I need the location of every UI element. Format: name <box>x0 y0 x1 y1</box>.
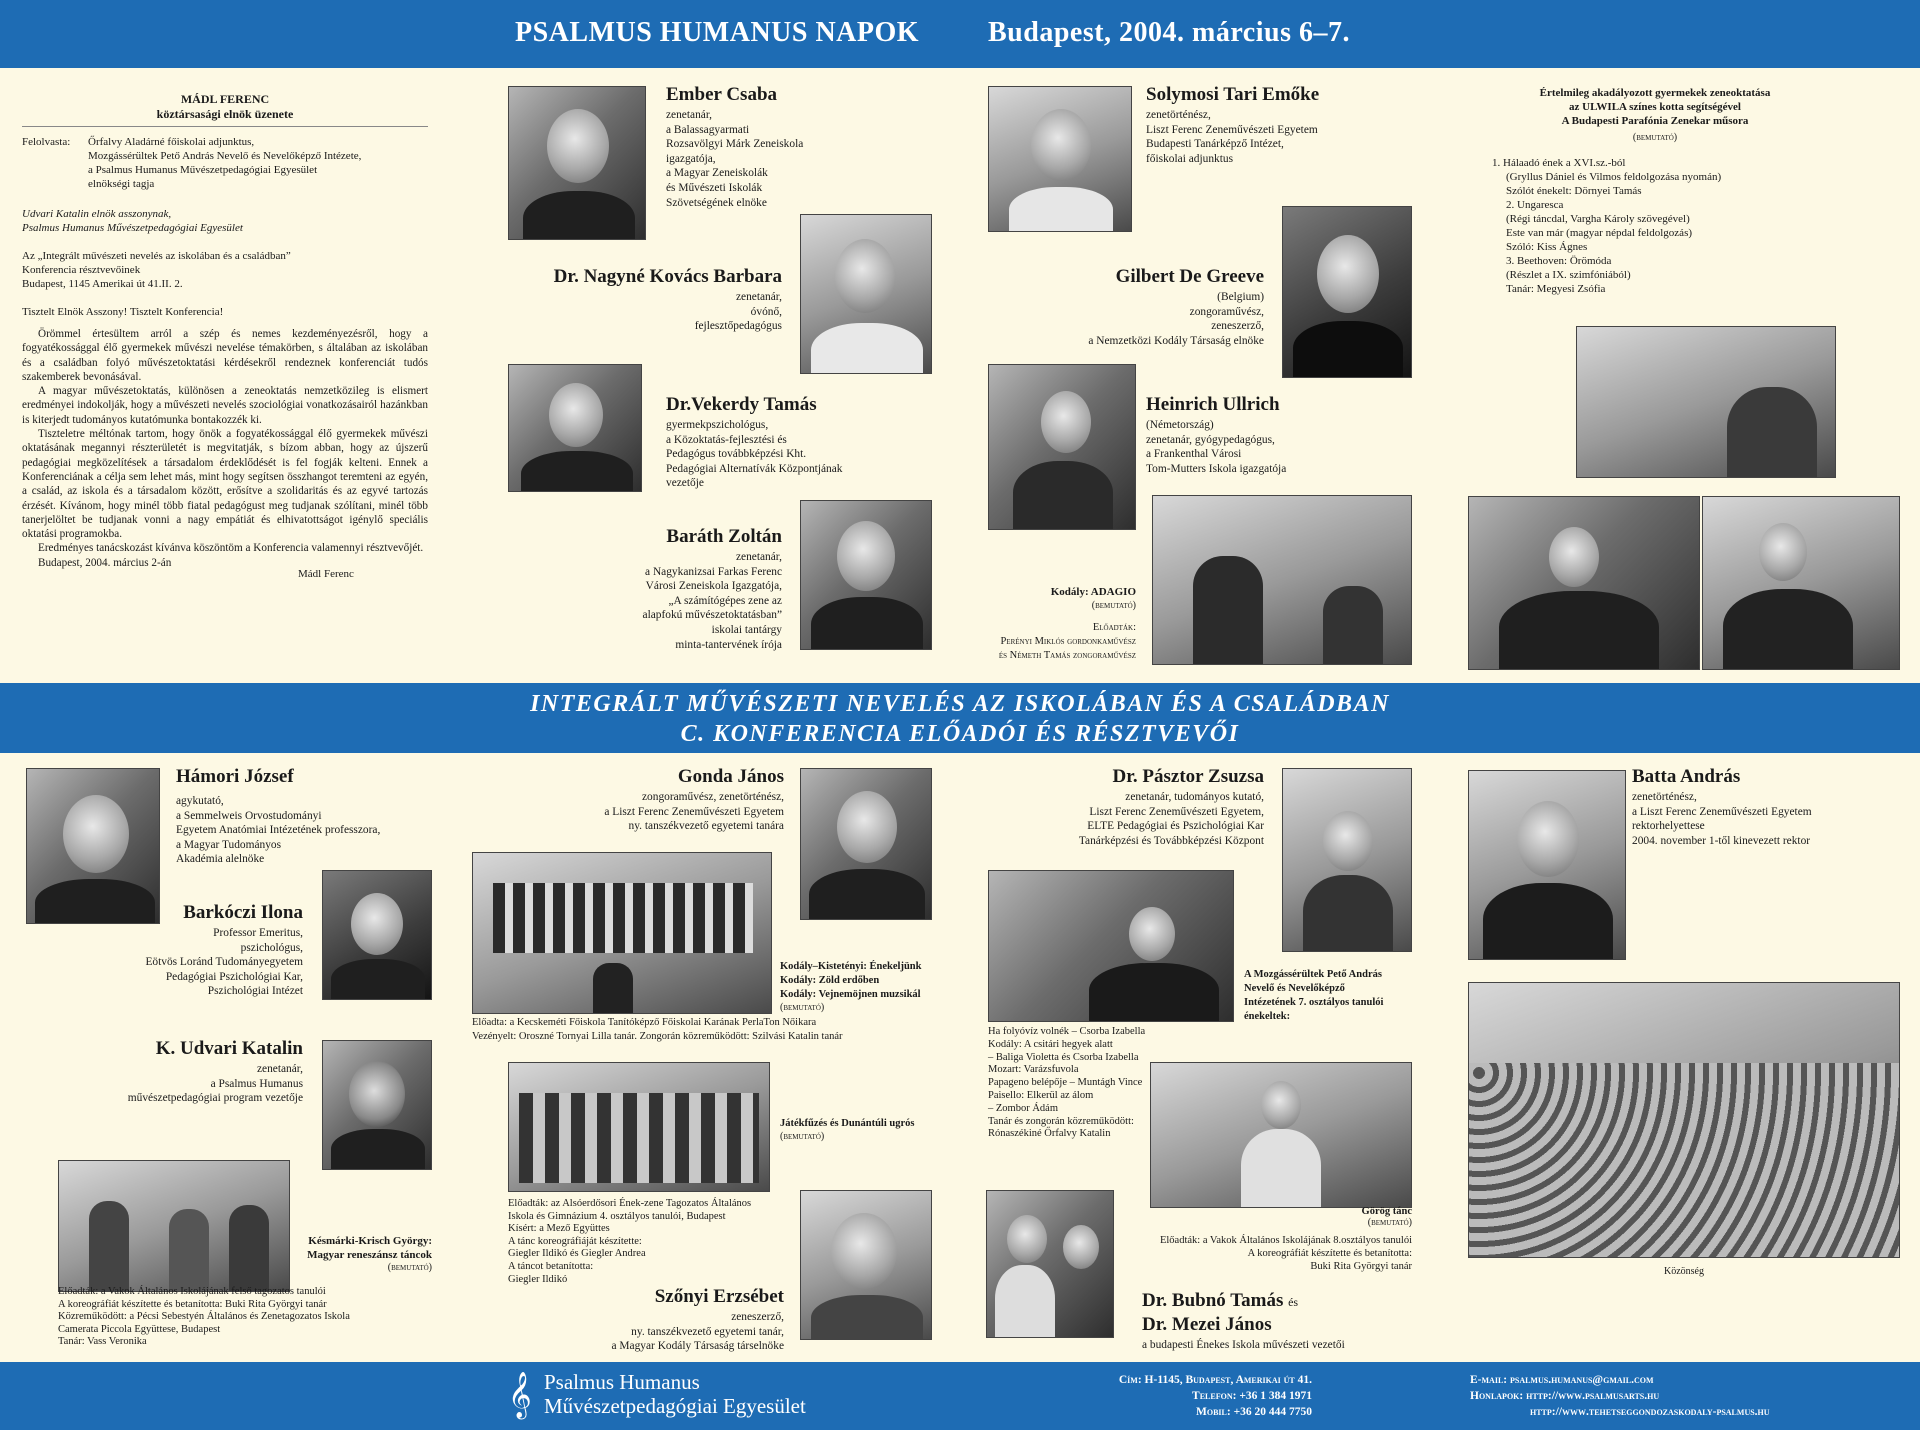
premiere-tag: (bemutató) <box>780 1131 825 1142</box>
person-name: Heinrich Ullrich <box>1146 394 1280 415</box>
photo-parafonia-rehearsal <box>1576 326 1836 478</box>
event-title: PSALMUS HUMANUS NAPOK <box>515 17 920 48</box>
person-desc: gyermekpszichológus, a Közoktatás-fejlesztési és Pedagógus továbbképzési Kht. Pedagógiai Alternatívák Központjának vezetője <box>666 419 843 490</box>
letter-paragraph: Eredményes tanácskozást kívánva köszöntöm a Konferencia valamennyi résztvevőjét. <box>38 542 424 555</box>
footer-band <box>0 1362 1920 1430</box>
program-jatekfuzes <box>780 1118 914 1142</box>
conference-subtitle: C. KONFERENCIA ELŐADÓI ÉS RÉSZTVEVŐI <box>680 721 1240 747</box>
premiere-tag: (bemutató) <box>387 1262 432 1273</box>
program-adagio <box>999 586 1136 663</box>
person-name: Dr. Pásztor Zsuzsa <box>1112 766 1264 787</box>
person-name: Baráth Zoltán <box>666 526 782 547</box>
contact-online <box>1470 1372 1770 1420</box>
person-name: Dr. Nagyné Kovács Barbara <box>553 266 782 287</box>
person-name: Barkóczi Ilona <box>183 902 303 923</box>
photo-gorog-tanc <box>1150 1062 1412 1208</box>
photo-parafonia-triangle <box>1702 496 1900 670</box>
reader: Őrfalvy Aladárné főiskolai adjunktus, Mozgássérültek Pető András Nevelő és Nevelőképző Intézete, a Psalmus Humanus Művészetpedagógiai Egyesület elnökségi tagja <box>88 136 362 190</box>
photo-peto-students <box>988 870 1234 1022</box>
photo-hamori-jozsef <box>26 768 160 924</box>
letter-paragraph: Tiszteletre méltónak tartom, hogy önök a fogyatékossággal élő gyermekek művészi oktatásának megannyi részterületét is megvitatják, s bízom abban, hogy az újszerű pedagógiai megközelítések a társadalom érdeklődését is fel fogják kelteni. Ennek a Konferenciának a célja sem lehet más, mint hogy segítsen összhangot teremteni az egyén, a család, az iskola és a társadalom között, erősítve a szolidaritás és az egyvé tartozás érzését. Kívánom, hogy minél több fiatal pedagógust meg tudjanak szólítani, minél több tanerjelöltet be tudjanak vonni a nagy empátiát és elhivatottságot igénylő speciális oktatási programokba. <box>22 428 428 541</box>
person-name: Dr. Bubnó Tamás <box>1142 1290 1284 1311</box>
premiere-tag: (bemutató) <box>1632 132 1678 143</box>
telephone: Telefon: +36 1 384 1971 <box>1192 1390 1312 1402</box>
person-desc: zenetanár, a Balassagyarmati Rozsavölgyi Márk Zeneiskola igazgatója, a Magyar Zeneiskolák és Művészeti Iskolák Szövetségének elnöke <box>666 109 804 209</box>
address: Cím: H-1145, Budapest, Amerikai út 41. <box>1118 1374 1312 1386</box>
program-gorog <box>1362 1206 1412 1228</box>
program-performers: Előadták: Perényi Miklós gordonkaművész és Németh Tamás zongoraművész <box>998 622 1136 661</box>
program-ulwila-title: Értelmileg akadályozott gyermekek zeneoktatása az ULWILA színes kotta segítségével A Budapesti Parafónia Zenekar műsora <box>1539 87 1771 127</box>
photo-nagyne-kovacs-barbara <box>800 214 932 374</box>
program-gorog-performers: Előadták: a Vakok Általános Iskolájának 8.osztályos tanulói A koreográfiát készítette és betanította: Buki Rita Györgyi tanár <box>1159 1235 1412 1272</box>
letter-role: köztársasági elnök üzenete <box>22 107 428 127</box>
photo-szonyi-erzsebet <box>800 1190 932 1340</box>
letter-addressee: Udvari Katalin elnök asszonynak, Psalmus Humanus Művészetpedagógiai Egyesület <box>22 208 243 234</box>
person-desc: zenetanár, a Nagykanizsai Farkas Ferenc Városi Zeneiskola Igazgatója, „A számítógépes zene az alapfokú művészetoktatásban” iskolai tantárgy minta-tantervének írója <box>642 551 782 651</box>
photo-pasztor-zsuzsa <box>1282 768 1412 952</box>
letter-paragraph: A magyar művészetoktatás, különösen a zeneoktatás nemzetközileg is elismert eredményei indokolják, hogy a művészeti nevelés szociológiai vonatkozásairól hazánkban is kiterjedt tudományos kutatómunka bontakozzék ki. <box>22 385 428 426</box>
premiere-tag: (bemutató) <box>1091 600 1136 611</box>
person-desc: zenetanár, tudományos kutató, Liszt Ferenc Zeneművészeti Egyetem, ELTE Pedagógiai és Pszichológiai Kar Tanárképzési és Továbbképzési Központ <box>1078 791 1264 847</box>
photo-barath-zoltan <box>800 500 932 650</box>
letter-paragraph: Örömmel értesültem arról a szép és nemes kezdeményezésről, hogy a fogyatékossággal élő gyermekek művészi nevelése témakörben, s általában az iskolában és a családban folyó művészetoktatási kérdésekről rendeznek konferenciát tudós szakemberek bevonásával. <box>22 328 428 383</box>
photo-heinrich-ullrich <box>988 364 1136 530</box>
email-link[interactable]: E-mail: psalmus.humanus@gmail.com <box>1470 1374 1654 1386</box>
letter-date: Budapest, 2004. március 2-án <box>38 556 172 569</box>
program-title: Késmárki-Krisch György: Magyar reneszánsz táncok <box>307 1235 432 1261</box>
photo-enekes-iskola <box>986 1190 1114 1338</box>
org-name-line2: Művészetpedagógiai Egyesület <box>544 1394 806 1418</box>
program-jatekfuzes-performers: Előadták: az Alsóerdősori Ének-zene Tagozatos Általános Iskola és Gimnázium 4. osztályos tanulói, Budapest Kísért: a Mező Együttes A tánc koreográfiáját készítette: Giegler Ildikó és Giegler Andrea A táncot betanította: Giegler Ildikó <box>508 1198 752 1285</box>
person-name: Solymosi Tari Emőke <box>1146 84 1320 105</box>
contact-address <box>1119 1372 1312 1420</box>
audience-caption: Közönség <box>1664 1266 1704 1277</box>
person-desc: a budapesti Énekes Iskola művészeti vezetői <box>1142 1339 1345 1351</box>
photo-vekerdy-tamas <box>508 364 642 492</box>
person-desc: zenetanár, a Psalmus Humanus művészetpedagógiai program vezetője <box>127 1063 303 1105</box>
photo-adagio-performance <box>1152 495 1412 665</box>
person-desc: agykutató, a Semmelweis Orvostudományi Egyetem Anatómiai Intézetének professzora, a Magyar Tudományos Akadémia alelnöke <box>176 795 381 866</box>
person-desc: (Belgium) zongoraművész, zeneszerző, a Nemzetközi Kodály Társaság elnöke <box>1088 291 1264 347</box>
person-desc: zongoraművész, zenetörténész, a Liszt Ferenc Zeneművészeti Egyetem ny. tanszékvezető egyetemi tanára <box>604 791 784 833</box>
person-desc: zeneszerző, ny. tanszékvezető egyetemi tanár, a Magyar Kodály Társaság társelnöke <box>611 1311 784 1353</box>
photo-audience <box>1468 982 1900 1258</box>
program-choir-performers: Előadta: a Kecskeméti Főiskola Tanítóképző Főiskolai Karának PerlaTon Nőikara Vezényelt: Oroszné Tornyai Lilla tanár. Zongorán közreműködött: Szilvási Katalin tanár <box>472 1017 843 1042</box>
photo-ember-csaba <box>508 86 646 240</box>
program-peto-items: Ha folyóvíz volnék – Csorba Izabella Kodály: A csitári hegyek alatt – Baliga Violetta és Csorba Izabella Mozart: Varázsfuvola Papageno belépője – Muntágh Vince Paisello: Elkerül az álom – Zombor Ádám Tanár és zongorán közreműködött: Rónaszékiné Őrfalvy Katalin <box>988 1026 1146 1140</box>
mobile: Mobil: +36 20 444 7750 <box>1196 1406 1312 1418</box>
program-ulwila-items: 1. Hálaadó ének a XVI.sz.-ból (Gryllus Dániel és Vilmos feldolgozása nyomán) Szólót énekelt: Dörnyei Tamás 2. Ungaresca (Régi táncdal, Vargha Károly szövegével) Este van már (magyar népdal feldolgozás) Szóló: Kiss Ágnes 3. Beethoven: Örömóda (Részlet a IX. szimfóniából) Tanár: Megyesi Zsófia <box>1492 157 1722 295</box>
photo-batta-andras <box>1468 770 1626 960</box>
person-desc: (Németország) zenetanár, gyógypedagógus, a Frankenthal Városi Tom-Mutters Iskola igazgatója <box>1146 419 1287 475</box>
person-desc: Professor Emeritus, pszichológus, Eötvös Loránd Tudományegyetem Pedagógiai Pszichológiai Kar, Pszichológiai Intézet <box>145 927 303 998</box>
event-place-date: Budapest, 2004. március 6–7. <box>988 17 1350 48</box>
photo-reneszansz-tancok <box>58 1160 290 1292</box>
photo-parafonia-drummer <box>1468 496 1700 670</box>
person-name: K. Udvari Katalin <box>155 1038 303 1059</box>
program-title: Kodály–Kistetényi: Énekeljünk Kodály: Zöld erdőben Kodály: Vejnemöjnen muzsikál <box>780 961 922 1000</box>
website-link[interactable]: Honlapok: http://www.psalmusarts.hu <box>1470 1390 1660 1402</box>
person-name: Gonda János <box>677 766 784 787</box>
photo-solymosi-tari-emoke <box>988 86 1132 232</box>
reader-label: Felolvasta: <box>22 136 71 148</box>
person-name: Szőnyi Erzsébet <box>654 1286 784 1307</box>
letter-recipients: Az „Integrált művészeti nevelés az iskolában és a családban” Konferencia résztvevőinek Budapest, 1145 Amerikai út 41.II. 2. <box>22 250 291 290</box>
treble-clef-icon: 𝄞 <box>508 1372 532 1417</box>
conference-band <box>0 683 1920 753</box>
header-band <box>0 0 1920 68</box>
premiere-tag: (bemutató) <box>780 1002 825 1013</box>
org-name-line1: Psalmus Humanus <box>544 1370 700 1394</box>
letter-greeting: Tisztelt Elnök Asszony! Tisztelt Konferencia! <box>22 306 224 318</box>
person-name: Batta András <box>1632 766 1741 787</box>
person-desc: zenetanár, óvónő, fejlesztőpedagógus <box>694 291 782 333</box>
photo-gilbert-de-greeve <box>1282 206 1412 378</box>
program-kesmarki <box>307 1234 432 1273</box>
letter-author: MÁDL FERENC <box>180 92 270 106</box>
letter-signature: Mádl Ferenc <box>298 568 354 581</box>
photo-jatekfuzes <box>508 1062 770 1192</box>
person-name: Hámori József <box>176 766 294 787</box>
program-choir <box>780 960 921 1013</box>
and-connector: és <box>1288 1295 1299 1309</box>
photo-gonda-janos <box>800 768 932 920</box>
website-link[interactable]: http://www.tehetseggondozaskodaly-psalmus.hu <box>1530 1406 1770 1418</box>
photo-barkoczi-ilona <box>322 870 432 1000</box>
premiere-tag: (bemutató) <box>1367 1217 1412 1228</box>
person-desc: zenetörténész, Liszt Ferenc Zeneművészeti Egyetem Budapesti Tanárképző Intézet, főiskolai adjunktus <box>1146 109 1318 165</box>
program-peto-title: A Mozgássérültek Pető András Nevelő és Nevelőképző Intézetének 7. osztályos tanulói énekeltek: <box>1244 969 1384 1022</box>
person-desc: zenetörténész, a Liszt Ferenc Zeneművészeti Egyetem rektorhelyettese 2004. november 1-től kinevezett rektor <box>1632 791 1812 847</box>
bubno-mezei <box>1142 1290 1345 1353</box>
person-name: Ember Csaba <box>666 84 778 105</box>
photo-perlaton-noikar <box>472 852 772 1014</box>
president-letter <box>22 92 428 580</box>
person-name: Dr. Mezei János <box>1142 1314 1272 1335</box>
program-title: Görög tánc <box>1361 1206 1412 1217</box>
person-name: Dr.Vekerdy Tamás <box>666 394 817 415</box>
program-kesmarki-performers: Előadták: a Vakok Általános Iskolájának felső tagozatos tanulói A koreográfiát készítette és betanította: Buki Rita Györgyi tanár Közreműködött: a Pécsi Sebestyén Általános és Zenetagozatos Iskola Camerata Piccola Együttese, Budapest Tanár: Vass Veronika <box>58 1286 350 1347</box>
conference-title: INTEGRÁLT MŰVÉSZETI NEVELÉS AZ ISKOLÁBAN ÉS A CSALÁDBAN <box>530 691 1390 717</box>
person-name: Gilbert De Greeve <box>1115 266 1264 287</box>
photo-udvari-katalin <box>322 1040 432 1170</box>
program-title: Kodály: ADAGIO <box>1050 586 1136 598</box>
program-title: Játékfűzés és Dunántúli ugrós <box>780 1118 915 1129</box>
